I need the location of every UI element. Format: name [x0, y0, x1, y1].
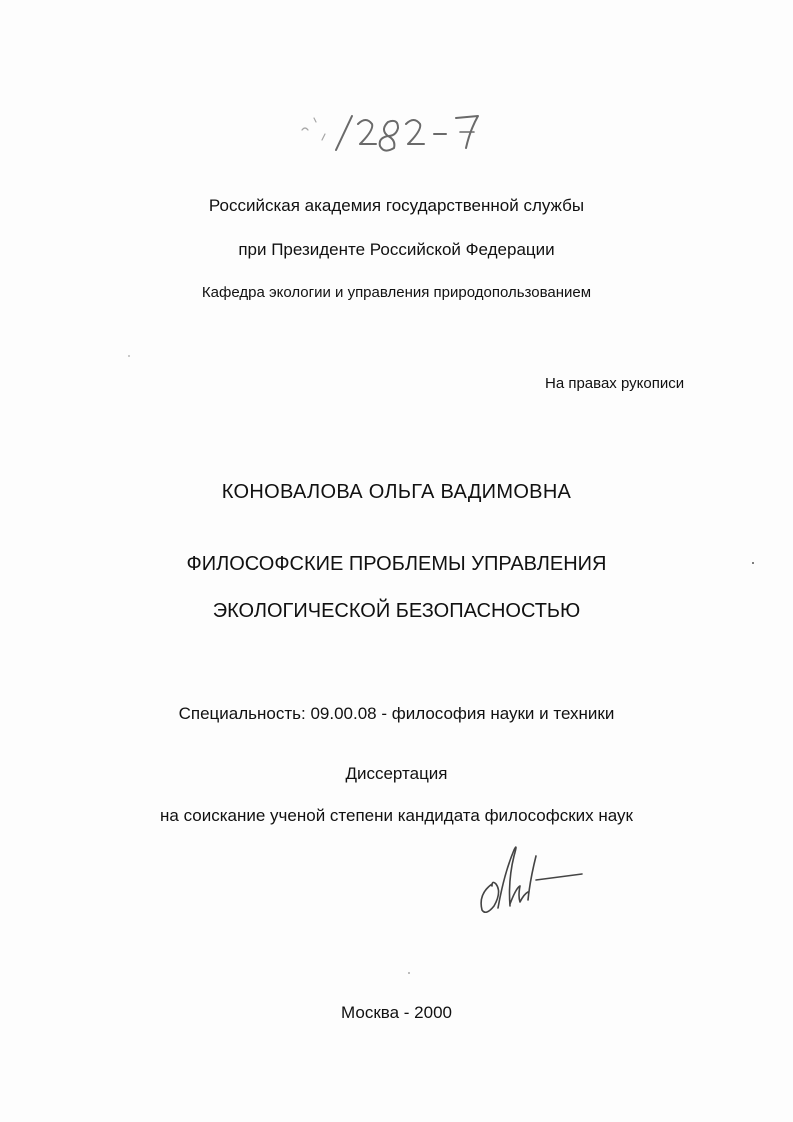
- city-and-year: Москва - 2000: [341, 1003, 452, 1022]
- scan-speck: [128, 355, 130, 357]
- institution-name: Российская академия государственной службы: [208, 196, 585, 215]
- manuscript-note: На правах рукописи: [545, 375, 685, 392]
- scan-speck: [408, 972, 410, 974]
- author-name: КОНОВАЛОВА ОЛЬГА ВАДИМОВНА: [221, 481, 572, 503]
- handwritten-shelfmark: [300, 110, 490, 170]
- handwritten-signature: [472, 840, 592, 920]
- degree-line: на соискание ученой степени кандидата философских наук: [160, 806, 633, 825]
- work-type: Диссертация: [345, 764, 448, 783]
- department-name: Кафедра экологии и управления природопользованием: [201, 284, 592, 301]
- dissertation-title-line-1: ФИЛОСОФСКИЕ ПРОБЛЕМЫ УПРАВЛЕНИЯ: [186, 553, 607, 575]
- specialty-line: Специальность: 09.00.08 - философия науки и техники: [178, 704, 615, 723]
- dissertation-title-line-2: ЭКОЛОГИЧЕСКОЙ БЕЗОПАСНОСТЬЮ: [212, 600, 581, 622]
- scan-speck: [752, 562, 754, 564]
- institution-affiliation: при Президенте Российской Федерации: [238, 240, 555, 259]
